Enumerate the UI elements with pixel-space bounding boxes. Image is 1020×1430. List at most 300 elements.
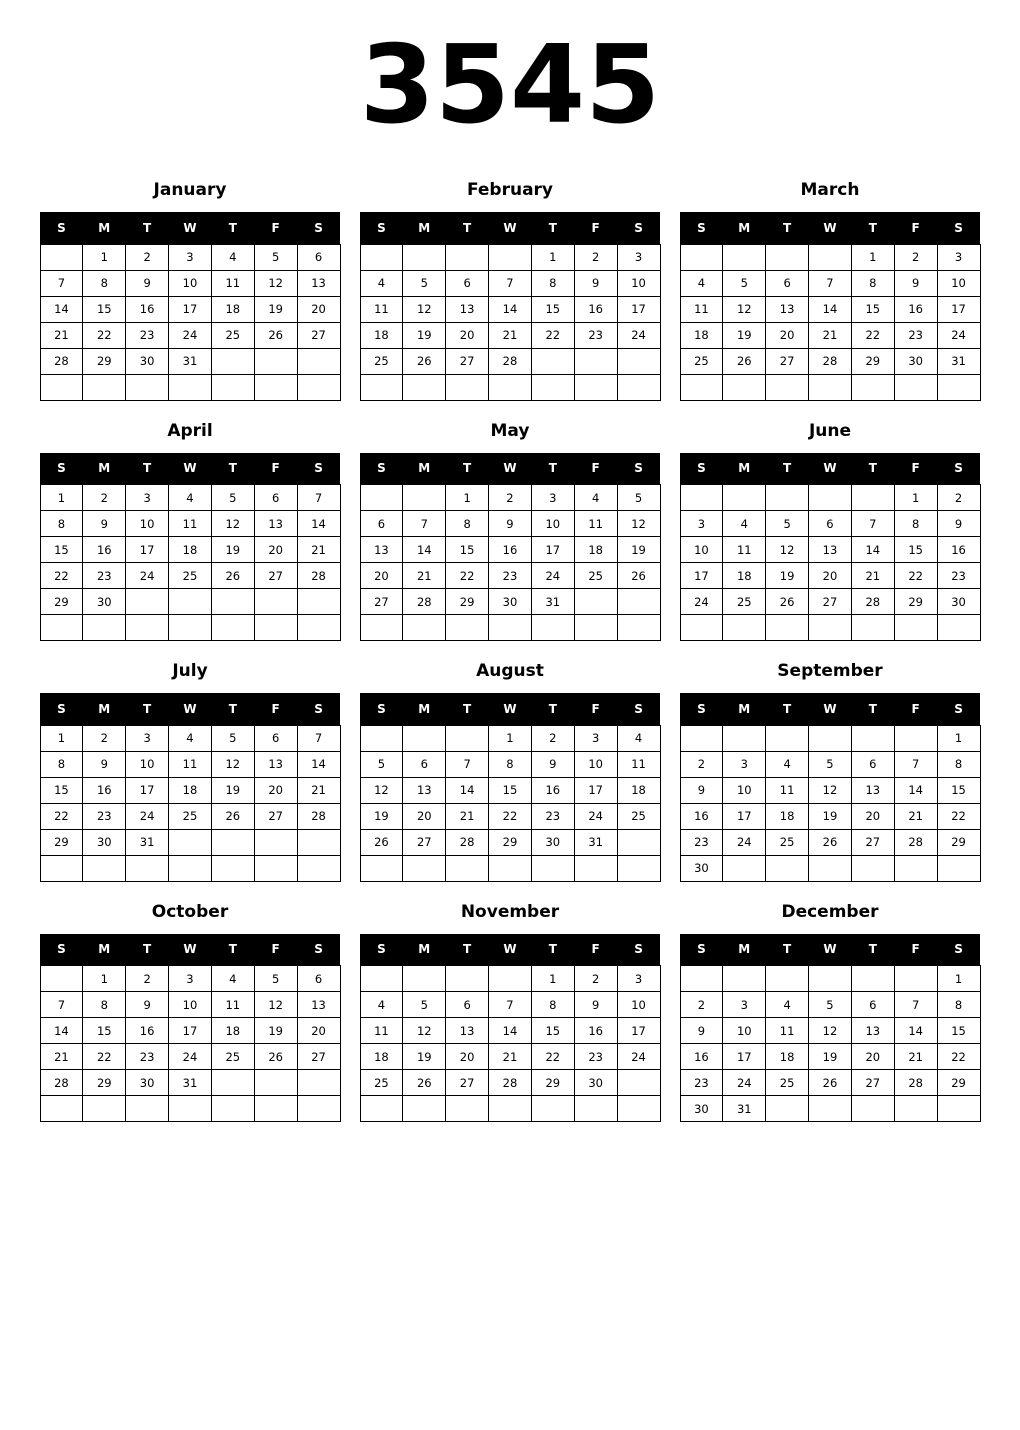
day-cell[interactable]: 17 xyxy=(723,1044,766,1070)
day-cell[interactable]: 21 xyxy=(894,803,937,829)
day-cell[interactable]: 16 xyxy=(937,537,980,563)
day-cell[interactable]: 21 xyxy=(809,322,852,348)
day-cell[interactable]: 18 xyxy=(766,803,809,829)
day-cell[interactable]: 28 xyxy=(446,829,489,855)
day-cell[interactable]: 10 xyxy=(617,270,660,296)
day-cell[interactable]: 9 xyxy=(680,777,723,803)
day-cell[interactable]: 23 xyxy=(126,1044,169,1070)
day-cell[interactable]: 16 xyxy=(574,1018,617,1044)
day-cell[interactable]: 19 xyxy=(211,777,254,803)
day-cell[interactable]: 19 xyxy=(360,803,403,829)
day-cell[interactable]: 4 xyxy=(723,511,766,537)
day-cell[interactable]: 22 xyxy=(531,322,574,348)
day-cell[interactable]: 25 xyxy=(169,803,212,829)
day-cell[interactable]: 27 xyxy=(446,1070,489,1096)
day-cell[interactable]: 21 xyxy=(40,322,83,348)
day-cell[interactable]: 5 xyxy=(809,751,852,777)
day-cell[interactable]: 4 xyxy=(360,992,403,1018)
day-cell[interactable]: 29 xyxy=(83,348,126,374)
day-cell[interactable]: 1 xyxy=(489,725,532,751)
day-cell[interactable]: 10 xyxy=(531,511,574,537)
day-cell[interactable]: 15 xyxy=(83,296,126,322)
day-cell[interactable]: 26 xyxy=(617,563,660,589)
day-cell[interactable]: 24 xyxy=(937,322,980,348)
day-cell[interactable]: 26 xyxy=(766,589,809,615)
day-cell[interactable]: 9 xyxy=(83,511,126,537)
day-cell[interactable]: 7 xyxy=(851,511,894,537)
day-cell[interactable]: 26 xyxy=(723,348,766,374)
day-cell[interactable]: 11 xyxy=(617,751,660,777)
day-cell[interactable]: 14 xyxy=(894,1018,937,1044)
day-cell[interactable]: 5 xyxy=(211,725,254,751)
day-cell[interactable]: 25 xyxy=(766,1070,809,1096)
day-cell[interactable]: 27 xyxy=(403,829,446,855)
day-cell[interactable]: 3 xyxy=(617,966,660,992)
day-cell[interactable]: 15 xyxy=(531,1018,574,1044)
day-cell[interactable]: 28 xyxy=(894,829,937,855)
day-cell[interactable]: 1 xyxy=(40,725,83,751)
day-cell[interactable]: 27 xyxy=(809,589,852,615)
day-cell[interactable]: 31 xyxy=(723,1096,766,1122)
day-cell[interactable]: 17 xyxy=(531,537,574,563)
day-cell[interactable]: 11 xyxy=(169,511,212,537)
day-cell[interactable]: 13 xyxy=(851,1018,894,1044)
day-cell[interactable]: 20 xyxy=(254,777,297,803)
day-cell[interactable]: 2 xyxy=(894,244,937,270)
day-cell[interactable]: 12 xyxy=(809,1018,852,1044)
day-cell[interactable]: 10 xyxy=(723,1018,766,1044)
day-cell[interactable]: 26 xyxy=(403,348,446,374)
day-cell[interactable]: 9 xyxy=(489,511,532,537)
day-cell[interactable]: 16 xyxy=(680,1044,723,1070)
day-cell[interactable]: 26 xyxy=(360,829,403,855)
day-cell[interactable]: 9 xyxy=(574,992,617,1018)
day-cell[interactable]: 27 xyxy=(254,563,297,589)
day-cell[interactable]: 14 xyxy=(297,511,340,537)
day-cell[interactable]: 11 xyxy=(574,511,617,537)
day-cell[interactable]: 13 xyxy=(446,1018,489,1044)
day-cell[interactable]: 13 xyxy=(446,296,489,322)
day-cell[interactable]: 8 xyxy=(83,270,126,296)
day-cell[interactable]: 3 xyxy=(126,485,169,511)
day-cell[interactable]: 14 xyxy=(403,537,446,563)
day-cell[interactable]: 7 xyxy=(894,751,937,777)
day-cell[interactable]: 6 xyxy=(254,725,297,751)
day-cell[interactable]: 1 xyxy=(894,485,937,511)
day-cell[interactable]: 24 xyxy=(723,829,766,855)
day-cell[interactable]: 3 xyxy=(723,751,766,777)
day-cell[interactable]: 21 xyxy=(446,803,489,829)
day-cell[interactable]: 7 xyxy=(446,751,489,777)
day-cell[interactable]: 13 xyxy=(297,270,340,296)
day-cell[interactable]: 11 xyxy=(766,1018,809,1044)
day-cell[interactable]: 20 xyxy=(297,1018,340,1044)
day-cell[interactable]: 19 xyxy=(403,1044,446,1070)
day-cell[interactable]: 22 xyxy=(83,1044,126,1070)
day-cell[interactable]: 15 xyxy=(894,537,937,563)
day-cell[interactable]: 22 xyxy=(83,322,126,348)
day-cell[interactable]: 25 xyxy=(360,348,403,374)
day-cell[interactable]: 5 xyxy=(403,270,446,296)
day-cell[interactable]: 15 xyxy=(40,537,83,563)
day-cell[interactable]: 15 xyxy=(40,777,83,803)
day-cell[interactable]: 11 xyxy=(211,270,254,296)
day-cell[interactable]: 5 xyxy=(766,511,809,537)
day-cell[interactable]: 2 xyxy=(680,992,723,1018)
day-cell[interactable]: 17 xyxy=(574,777,617,803)
day-cell[interactable]: 15 xyxy=(937,777,980,803)
day-cell[interactable]: 5 xyxy=(809,992,852,1018)
day-cell[interactable]: 17 xyxy=(169,296,212,322)
day-cell[interactable]: 30 xyxy=(937,589,980,615)
day-cell[interactable]: 25 xyxy=(680,348,723,374)
day-cell[interactable]: 15 xyxy=(851,296,894,322)
day-cell[interactable]: 2 xyxy=(531,725,574,751)
day-cell[interactable]: 14 xyxy=(894,777,937,803)
day-cell[interactable]: 1 xyxy=(40,485,83,511)
day-cell[interactable]: 20 xyxy=(360,563,403,589)
day-cell[interactable]: 23 xyxy=(680,1070,723,1096)
day-cell[interactable]: 11 xyxy=(766,777,809,803)
day-cell[interactable]: 21 xyxy=(403,563,446,589)
day-cell[interactable]: 3 xyxy=(531,485,574,511)
day-cell[interactable]: 3 xyxy=(937,244,980,270)
day-cell[interactable]: 30 xyxy=(680,855,723,881)
day-cell[interactable]: 5 xyxy=(254,244,297,270)
day-cell[interactable]: 4 xyxy=(766,992,809,1018)
day-cell[interactable]: 26 xyxy=(211,803,254,829)
day-cell[interactable]: 5 xyxy=(254,966,297,992)
day-cell[interactable]: 6 xyxy=(766,270,809,296)
day-cell[interactable]: 10 xyxy=(680,537,723,563)
day-cell[interactable]: 31 xyxy=(169,1070,212,1096)
day-cell[interactable]: 20 xyxy=(851,1044,894,1070)
day-cell[interactable]: 30 xyxy=(83,829,126,855)
day-cell[interactable]: 1 xyxy=(851,244,894,270)
day-cell[interactable]: 10 xyxy=(937,270,980,296)
day-cell[interactable]: 8 xyxy=(937,751,980,777)
day-cell[interactable]: 23 xyxy=(894,322,937,348)
day-cell[interactable]: 4 xyxy=(766,751,809,777)
day-cell[interactable]: 28 xyxy=(851,589,894,615)
day-cell[interactable]: 11 xyxy=(360,296,403,322)
day-cell[interactable]: 2 xyxy=(83,485,126,511)
day-cell[interactable]: 19 xyxy=(617,537,660,563)
day-cell[interactable]: 1 xyxy=(937,725,980,751)
day-cell[interactable]: 9 xyxy=(126,270,169,296)
day-cell[interactable]: 3 xyxy=(169,966,212,992)
day-cell[interactable]: 20 xyxy=(851,803,894,829)
day-cell[interactable]: 18 xyxy=(766,1044,809,1070)
day-cell[interactable]: 29 xyxy=(83,1070,126,1096)
day-cell[interactable]: 16 xyxy=(680,803,723,829)
day-cell[interactable]: 15 xyxy=(531,296,574,322)
day-cell[interactable]: 7 xyxy=(403,511,446,537)
day-cell[interactable]: 26 xyxy=(211,563,254,589)
day-cell[interactable]: 4 xyxy=(169,485,212,511)
day-cell[interactable]: 10 xyxy=(126,511,169,537)
day-cell[interactable]: 14 xyxy=(489,296,532,322)
day-cell[interactable]: 27 xyxy=(360,589,403,615)
day-cell[interactable]: 30 xyxy=(531,829,574,855)
day-cell[interactable]: 18 xyxy=(723,563,766,589)
day-cell[interactable]: 11 xyxy=(169,751,212,777)
day-cell[interactable]: 18 xyxy=(680,322,723,348)
day-cell[interactable]: 14 xyxy=(851,537,894,563)
day-cell[interactable]: 21 xyxy=(851,563,894,589)
day-cell[interactable]: 16 xyxy=(126,296,169,322)
day-cell[interactable]: 3 xyxy=(574,725,617,751)
day-cell[interactable]: 8 xyxy=(446,511,489,537)
day-cell[interactable]: 21 xyxy=(489,1044,532,1070)
day-cell[interactable]: 13 xyxy=(766,296,809,322)
day-cell[interactable]: 20 xyxy=(297,296,340,322)
day-cell[interactable]: 29 xyxy=(531,1070,574,1096)
day-cell[interactable]: 13 xyxy=(254,511,297,537)
day-cell[interactable]: 13 xyxy=(360,537,403,563)
day-cell[interactable]: 6 xyxy=(360,511,403,537)
day-cell[interactable]: 10 xyxy=(169,992,212,1018)
day-cell[interactable]: 6 xyxy=(446,270,489,296)
day-cell[interactable]: 6 xyxy=(446,992,489,1018)
day-cell[interactable]: 16 xyxy=(83,537,126,563)
day-cell[interactable]: 29 xyxy=(489,829,532,855)
day-cell[interactable]: 8 xyxy=(83,992,126,1018)
day-cell[interactable]: 23 xyxy=(83,563,126,589)
day-cell[interactable]: 23 xyxy=(531,803,574,829)
day-cell[interactable]: 4 xyxy=(169,725,212,751)
day-cell[interactable]: 2 xyxy=(489,485,532,511)
day-cell[interactable]: 31 xyxy=(937,348,980,374)
day-cell[interactable]: 11 xyxy=(680,296,723,322)
day-cell[interactable]: 26 xyxy=(254,1044,297,1070)
day-cell[interactable]: 3 xyxy=(126,725,169,751)
day-cell[interactable]: 27 xyxy=(851,1070,894,1096)
day-cell[interactable]: 23 xyxy=(489,563,532,589)
day-cell[interactable]: 7 xyxy=(489,992,532,1018)
day-cell[interactable]: 9 xyxy=(894,270,937,296)
day-cell[interactable]: 13 xyxy=(254,751,297,777)
day-cell[interactable]: 2 xyxy=(83,725,126,751)
day-cell[interactable]: 27 xyxy=(254,803,297,829)
day-cell[interactable]: 12 xyxy=(211,511,254,537)
day-cell[interactable]: 4 xyxy=(574,485,617,511)
day-cell[interactable]: 25 xyxy=(617,803,660,829)
day-cell[interactable]: 31 xyxy=(574,829,617,855)
day-cell[interactable]: 29 xyxy=(40,829,83,855)
day-cell[interactable]: 16 xyxy=(489,537,532,563)
day-cell[interactable]: 9 xyxy=(531,751,574,777)
day-cell[interactable]: 7 xyxy=(40,270,83,296)
day-cell[interactable]: 1 xyxy=(446,485,489,511)
day-cell[interactable]: 22 xyxy=(531,1044,574,1070)
day-cell[interactable]: 11 xyxy=(211,992,254,1018)
day-cell[interactable]: 14 xyxy=(446,777,489,803)
day-cell[interactable]: 9 xyxy=(83,751,126,777)
day-cell[interactable]: 24 xyxy=(680,589,723,615)
day-cell[interactable]: 22 xyxy=(937,803,980,829)
day-cell[interactable]: 22 xyxy=(489,803,532,829)
day-cell[interactable]: 1 xyxy=(83,966,126,992)
day-cell[interactable]: 25 xyxy=(574,563,617,589)
day-cell[interactable]: 10 xyxy=(617,992,660,1018)
day-cell[interactable]: 5 xyxy=(723,270,766,296)
day-cell[interactable]: 28 xyxy=(894,1070,937,1096)
day-cell[interactable]: 2 xyxy=(126,966,169,992)
day-cell[interactable]: 7 xyxy=(297,725,340,751)
day-cell[interactable]: 29 xyxy=(851,348,894,374)
day-cell[interactable]: 24 xyxy=(574,803,617,829)
day-cell[interactable]: 12 xyxy=(211,751,254,777)
day-cell[interactable]: 20 xyxy=(809,563,852,589)
day-cell[interactable]: 6 xyxy=(809,511,852,537)
day-cell[interactable]: 8 xyxy=(531,270,574,296)
day-cell[interactable]: 3 xyxy=(723,992,766,1018)
day-cell[interactable]: 3 xyxy=(617,244,660,270)
day-cell[interactable]: 26 xyxy=(809,1070,852,1096)
day-cell[interactable]: 10 xyxy=(169,270,212,296)
day-cell[interactable]: 17 xyxy=(617,1018,660,1044)
day-cell[interactable]: 12 xyxy=(360,777,403,803)
day-cell[interactable]: 1 xyxy=(937,966,980,992)
day-cell[interactable]: 24 xyxy=(126,803,169,829)
day-cell[interactable]: 8 xyxy=(851,270,894,296)
day-cell[interactable]: 20 xyxy=(446,1044,489,1070)
day-cell[interactable]: 21 xyxy=(297,537,340,563)
day-cell[interactable]: 21 xyxy=(489,322,532,348)
day-cell[interactable]: 2 xyxy=(574,244,617,270)
day-cell[interactable]: 12 xyxy=(617,511,660,537)
day-cell[interactable]: 11 xyxy=(360,1018,403,1044)
day-cell[interactable]: 20 xyxy=(254,537,297,563)
day-cell[interactable]: 5 xyxy=(403,992,446,1018)
day-cell[interactable]: 23 xyxy=(83,803,126,829)
day-cell[interactable]: 14 xyxy=(809,296,852,322)
day-cell[interactable]: 15 xyxy=(937,1018,980,1044)
day-cell[interactable]: 4 xyxy=(360,270,403,296)
day-cell[interactable]: 4 xyxy=(617,725,660,751)
day-cell[interactable]: 7 xyxy=(489,270,532,296)
day-cell[interactable]: 16 xyxy=(531,777,574,803)
day-cell[interactable]: 14 xyxy=(40,296,83,322)
day-cell[interactable]: 18 xyxy=(169,777,212,803)
day-cell[interactable]: 29 xyxy=(40,589,83,615)
day-cell[interactable]: 16 xyxy=(574,296,617,322)
day-cell[interactable]: 19 xyxy=(809,803,852,829)
day-cell[interactable]: 19 xyxy=(766,563,809,589)
day-cell[interactable]: 15 xyxy=(446,537,489,563)
day-cell[interactable]: 12 xyxy=(723,296,766,322)
day-cell[interactable]: 8 xyxy=(894,511,937,537)
day-cell[interactable]: 25 xyxy=(211,1044,254,1070)
day-cell[interactable]: 10 xyxy=(723,777,766,803)
day-cell[interactable]: 25 xyxy=(360,1070,403,1096)
day-cell[interactable]: 30 xyxy=(574,1070,617,1096)
day-cell[interactable]: 2 xyxy=(680,751,723,777)
day-cell[interactable]: 2 xyxy=(937,485,980,511)
day-cell[interactable]: 12 xyxy=(254,992,297,1018)
day-cell[interactable]: 22 xyxy=(40,563,83,589)
day-cell[interactable]: 24 xyxy=(126,563,169,589)
day-cell[interactable]: 12 xyxy=(403,1018,446,1044)
day-cell[interactable]: 21 xyxy=(40,1044,83,1070)
day-cell[interactable]: 23 xyxy=(574,1044,617,1070)
day-cell[interactable]: 3 xyxy=(680,511,723,537)
day-cell[interactable]: 6 xyxy=(297,966,340,992)
day-cell[interactable]: 28 xyxy=(297,563,340,589)
day-cell[interactable]: 19 xyxy=(211,537,254,563)
day-cell[interactable]: 10 xyxy=(574,751,617,777)
day-cell[interactable]: 19 xyxy=(723,322,766,348)
day-cell[interactable]: 15 xyxy=(83,1018,126,1044)
day-cell[interactable]: 16 xyxy=(894,296,937,322)
day-cell[interactable]: 27 xyxy=(297,1044,340,1070)
day-cell[interactable]: 29 xyxy=(937,829,980,855)
day-cell[interactable]: 18 xyxy=(360,1044,403,1070)
day-cell[interactable]: 15 xyxy=(489,777,532,803)
day-cell[interactable]: 30 xyxy=(126,348,169,374)
day-cell[interactable]: 14 xyxy=(40,1018,83,1044)
day-cell[interactable]: 20 xyxy=(766,322,809,348)
day-cell[interactable]: 7 xyxy=(40,992,83,1018)
day-cell[interactable]: 24 xyxy=(723,1070,766,1096)
day-cell[interactable]: 4 xyxy=(211,244,254,270)
day-cell[interactable]: 18 xyxy=(360,322,403,348)
day-cell[interactable]: 25 xyxy=(211,322,254,348)
day-cell[interactable]: 28 xyxy=(40,348,83,374)
day-cell[interactable]: 31 xyxy=(126,829,169,855)
day-cell[interactable]: 25 xyxy=(169,563,212,589)
day-cell[interactable]: 8 xyxy=(531,992,574,1018)
day-cell[interactable]: 7 xyxy=(809,270,852,296)
day-cell[interactable]: 18 xyxy=(574,537,617,563)
day-cell[interactable]: 26 xyxy=(403,1070,446,1096)
day-cell[interactable]: 31 xyxy=(531,589,574,615)
day-cell[interactable]: 5 xyxy=(211,485,254,511)
day-cell[interactable]: 23 xyxy=(937,563,980,589)
day-cell[interactable]: 28 xyxy=(489,1070,532,1096)
day-cell[interactable]: 2 xyxy=(574,966,617,992)
day-cell[interactable]: 13 xyxy=(297,992,340,1018)
day-cell[interactable]: 3 xyxy=(169,244,212,270)
day-cell[interactable]: 1 xyxy=(531,966,574,992)
day-cell[interactable]: 1 xyxy=(531,244,574,270)
day-cell[interactable]: 23 xyxy=(574,322,617,348)
day-cell[interactable]: 6 xyxy=(297,244,340,270)
day-cell[interactable]: 27 xyxy=(766,348,809,374)
day-cell[interactable]: 12 xyxy=(766,537,809,563)
day-cell[interactable]: 28 xyxy=(809,348,852,374)
day-cell[interactable]: 18 xyxy=(211,296,254,322)
day-cell[interactable]: 11 xyxy=(723,537,766,563)
day-cell[interactable]: 23 xyxy=(126,322,169,348)
day-cell[interactable]: 19 xyxy=(254,1018,297,1044)
day-cell[interactable]: 30 xyxy=(83,589,126,615)
day-cell[interactable]: 24 xyxy=(169,322,212,348)
day-cell[interactable]: 22 xyxy=(937,1044,980,1070)
day-cell[interactable]: 19 xyxy=(403,322,446,348)
day-cell[interactable]: 6 xyxy=(851,751,894,777)
day-cell[interactable]: 17 xyxy=(723,803,766,829)
day-cell[interactable]: 30 xyxy=(680,1096,723,1122)
day-cell[interactable]: 13 xyxy=(403,777,446,803)
day-cell[interactable]: 18 xyxy=(617,777,660,803)
day-cell[interactable]: 10 xyxy=(126,751,169,777)
day-cell[interactable]: 17 xyxy=(937,296,980,322)
day-cell[interactable]: 29 xyxy=(446,589,489,615)
day-cell[interactable]: 4 xyxy=(211,966,254,992)
day-cell[interactable]: 17 xyxy=(126,537,169,563)
